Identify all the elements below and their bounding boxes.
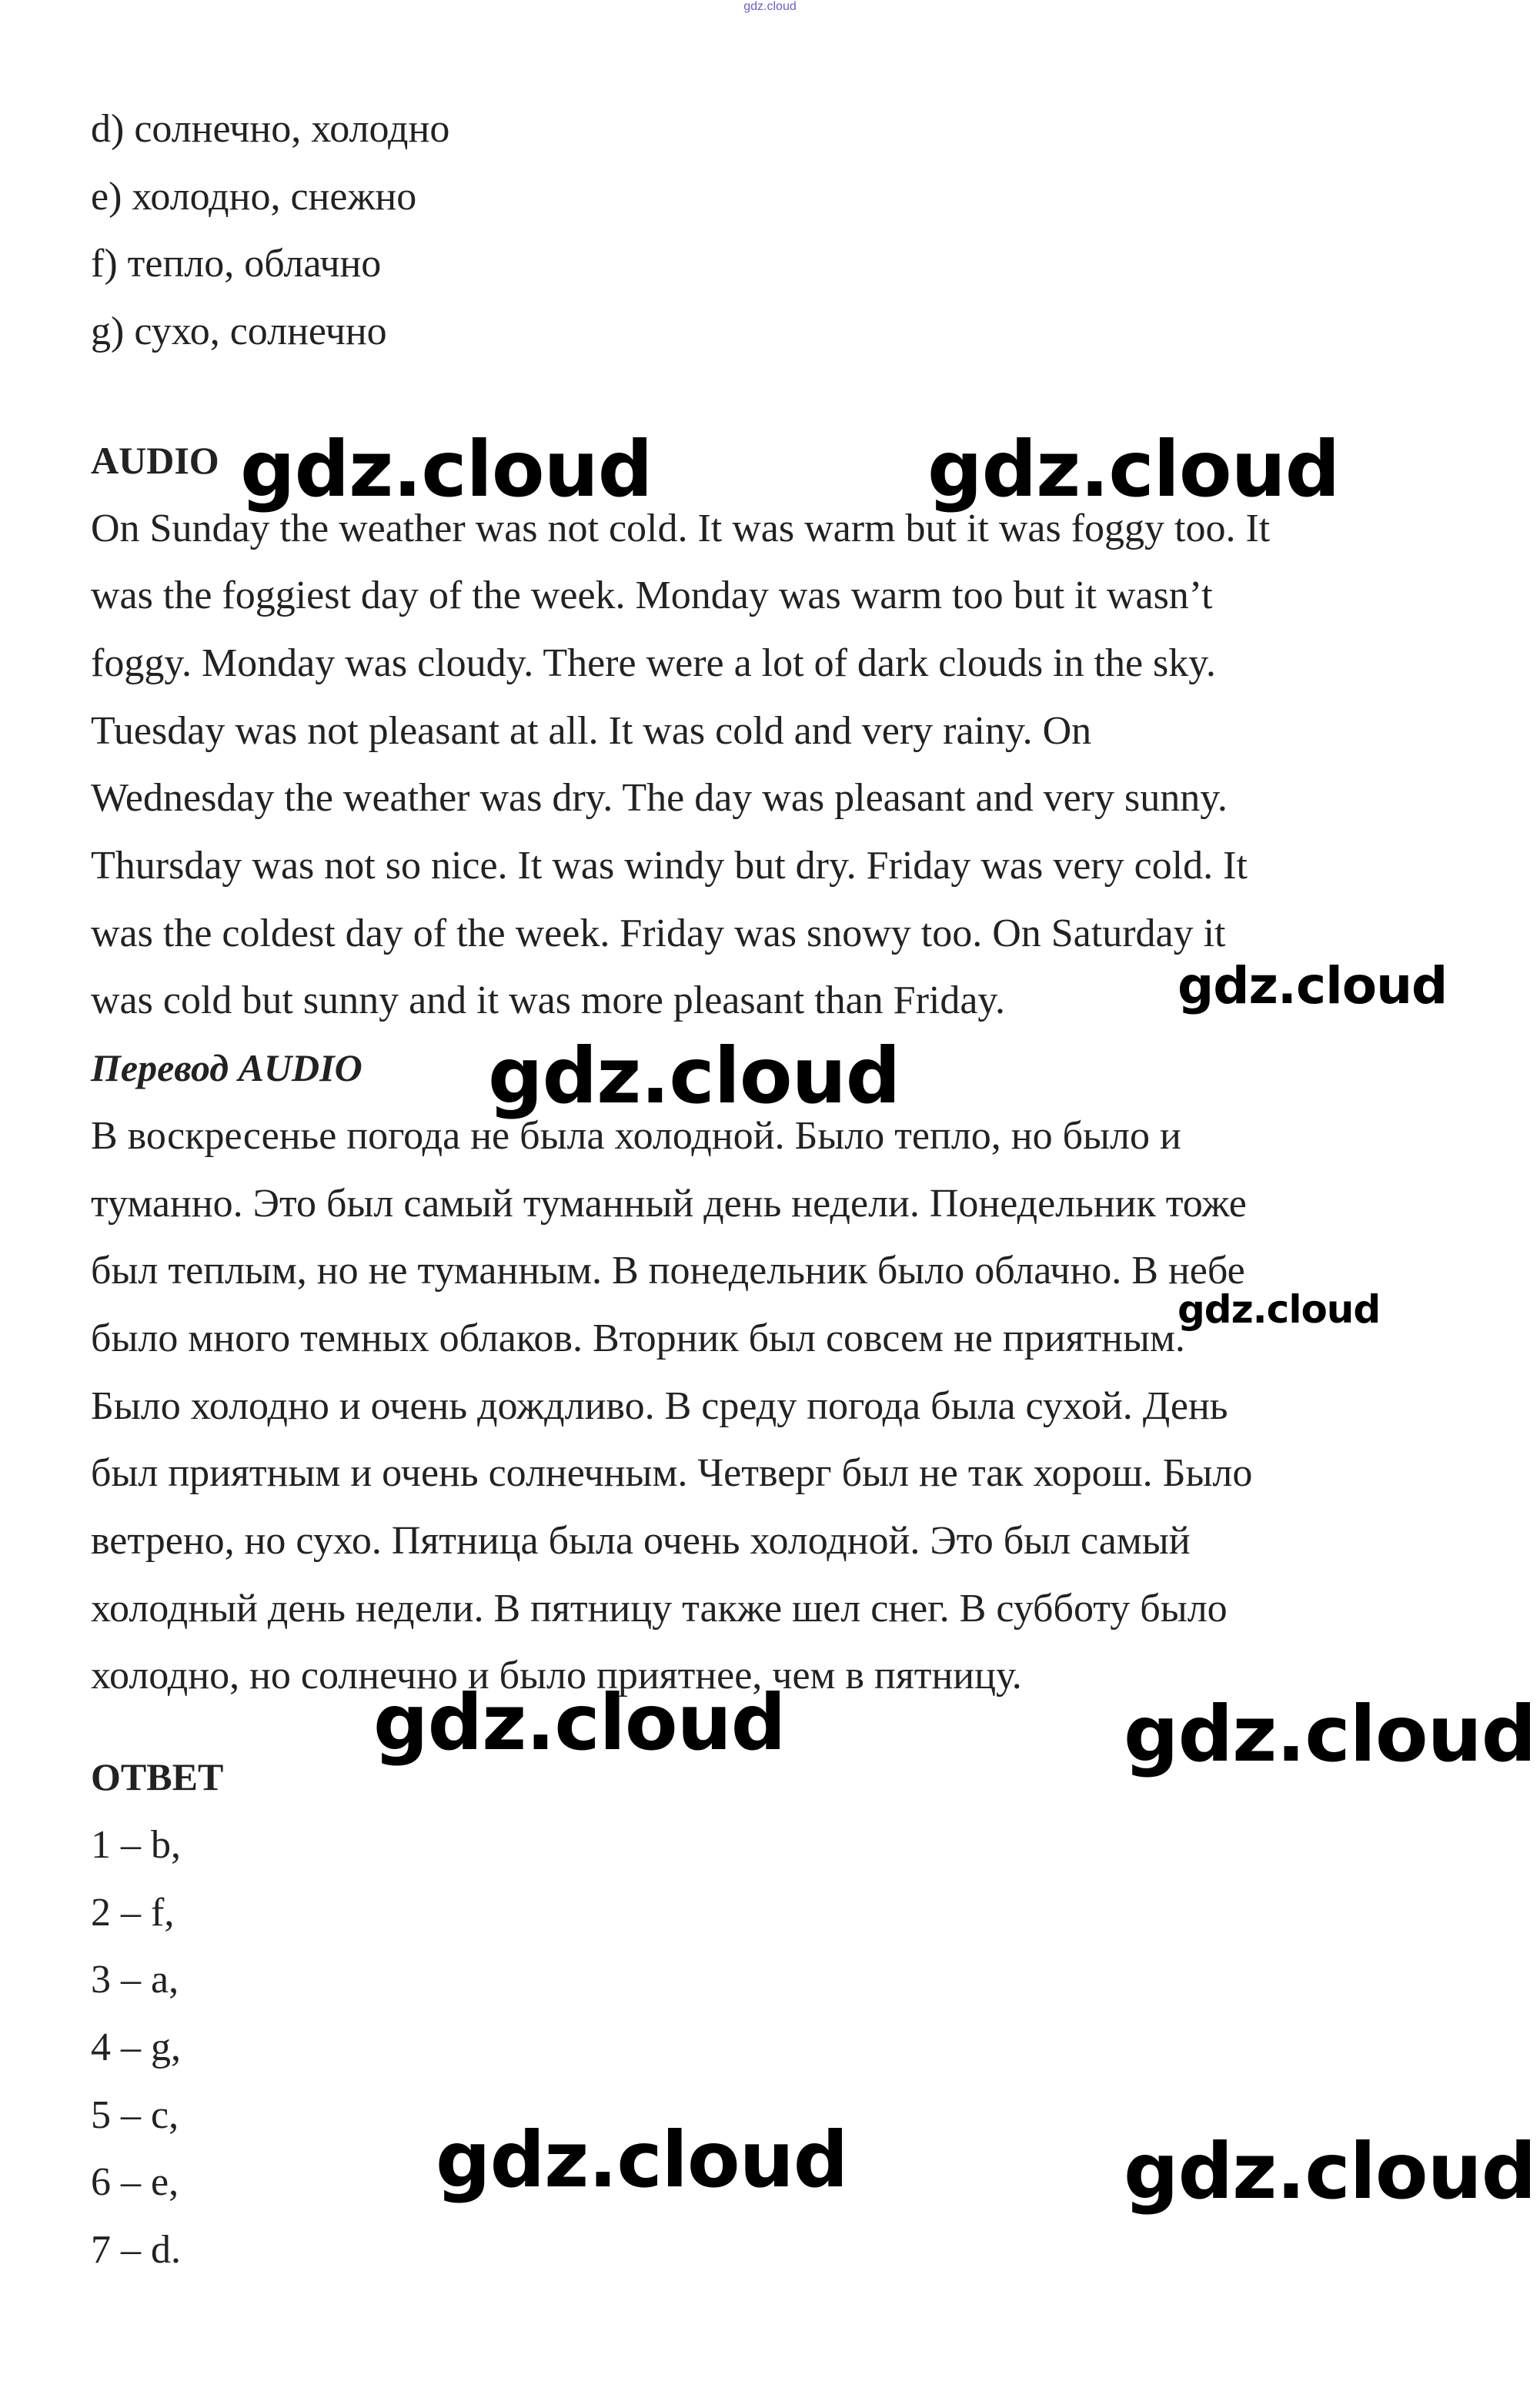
options-list bbox=[91, 95, 1461, 366]
watermark: gdz.cloud bbox=[1124, 2126, 1536, 2216]
answer-item: 6 – e, bbox=[91, 2160, 179, 2205]
audio-line: On Sunday the weather was not cold. It was warm but it was foggy too. It bbox=[91, 506, 1271, 550]
audio-line: was cold but sunny and it was more pleasant than Friday. bbox=[91, 978, 1006, 1023]
translation-line: Было холодно и очень дождливо. В среду погода была сухой. День bbox=[91, 1383, 1228, 1428]
answer-item: 2 – f, bbox=[91, 1890, 175, 1935]
audio-line: Thursday was not so nice. It was windy but dry. Friday was very cold. It bbox=[91, 844, 1248, 888]
watermark: gdz.cloud bbox=[436, 2115, 848, 2205]
watermark: gdz.cloud bbox=[1124, 1689, 1536, 1779]
option-item: g) сухо, солнечно bbox=[91, 309, 387, 354]
watermark: gdz.cloud bbox=[1178, 956, 1448, 1015]
answer-item: 5 – c, bbox=[91, 2092, 179, 2137]
option-item: d) солнечно, холодно bbox=[91, 107, 450, 151]
translation-line: был теплым, но не туманным. В понедельник было облачно. В небе bbox=[91, 1249, 1245, 1293]
answer-item: 3 – a, bbox=[91, 1958, 179, 2002]
translation-line: туманно. Это был самый туманный день недели. Понедельник тоже bbox=[91, 1181, 1247, 1226]
audio-line: foggy. Monday was cloudy. There were a lot of dark clouds in the sky. bbox=[91, 641, 1216, 685]
translation-line: В воскресенье погода не была холодной. Было тепло, но было и bbox=[91, 1113, 1181, 1158]
translation-paragraph bbox=[91, 1102, 1461, 1710]
answer-item: 7 – d. bbox=[91, 2228, 181, 2273]
answer-item: 1 – b, bbox=[91, 1822, 181, 1867]
watermark: gdz.cloud bbox=[488, 1031, 900, 1121]
translation-heading: Перевод AUDIO bbox=[91, 1046, 362, 1090]
translation-line: ветрено, но сухо. Пятница была очень холодной. Это был самый bbox=[91, 1519, 1191, 1564]
audio-line: Tuesday was not pleasant at all. It was cold and very rainy. On bbox=[91, 708, 1092, 753]
translation-line: было много темных облаков. Вторник был совсем не приятным. bbox=[91, 1316, 1185, 1360]
audio-line: was the coldest day of the week. Friday was snowy too. On Saturday it bbox=[91, 911, 1226, 955]
option-item: e) холодно, снежно bbox=[91, 174, 417, 219]
translation-line: был приятным и очень солнечным. Четверг был не так хорош. Было bbox=[91, 1451, 1253, 1496]
top-watermark: gdz.cloud bbox=[743, 0, 797, 13]
audio-line: Wednesday the weather was dry. The day was pleasant and very sunny. bbox=[91, 776, 1228, 821]
watermark: gdz.cloud bbox=[927, 424, 1340, 514]
watermark: gdz.cloud bbox=[240, 424, 653, 514]
audio-line: was the foggiest day of the week. Monday was warm too but it wasn’t bbox=[91, 574, 1213, 618]
translation-line: холодно, но солнечно и было приятнее, чем в пятницу. bbox=[91, 1654, 1022, 1698]
answer-item: 4 – g, bbox=[91, 2025, 181, 2069]
option-item: f) тепло, облачно bbox=[91, 242, 382, 286]
audio-paragraph bbox=[91, 495, 1461, 1035]
answer-heading: ОТВЕТ bbox=[91, 1755, 224, 1799]
audio-heading: AUDIO bbox=[91, 438, 219, 482]
watermark: gdz.cloud bbox=[1178, 1287, 1381, 1332]
translation-line: холодный день недели. В пятницу также шел снег. В субботу было bbox=[91, 1586, 1228, 1631]
watermark: gdz.cloud bbox=[373, 1677, 786, 1768]
